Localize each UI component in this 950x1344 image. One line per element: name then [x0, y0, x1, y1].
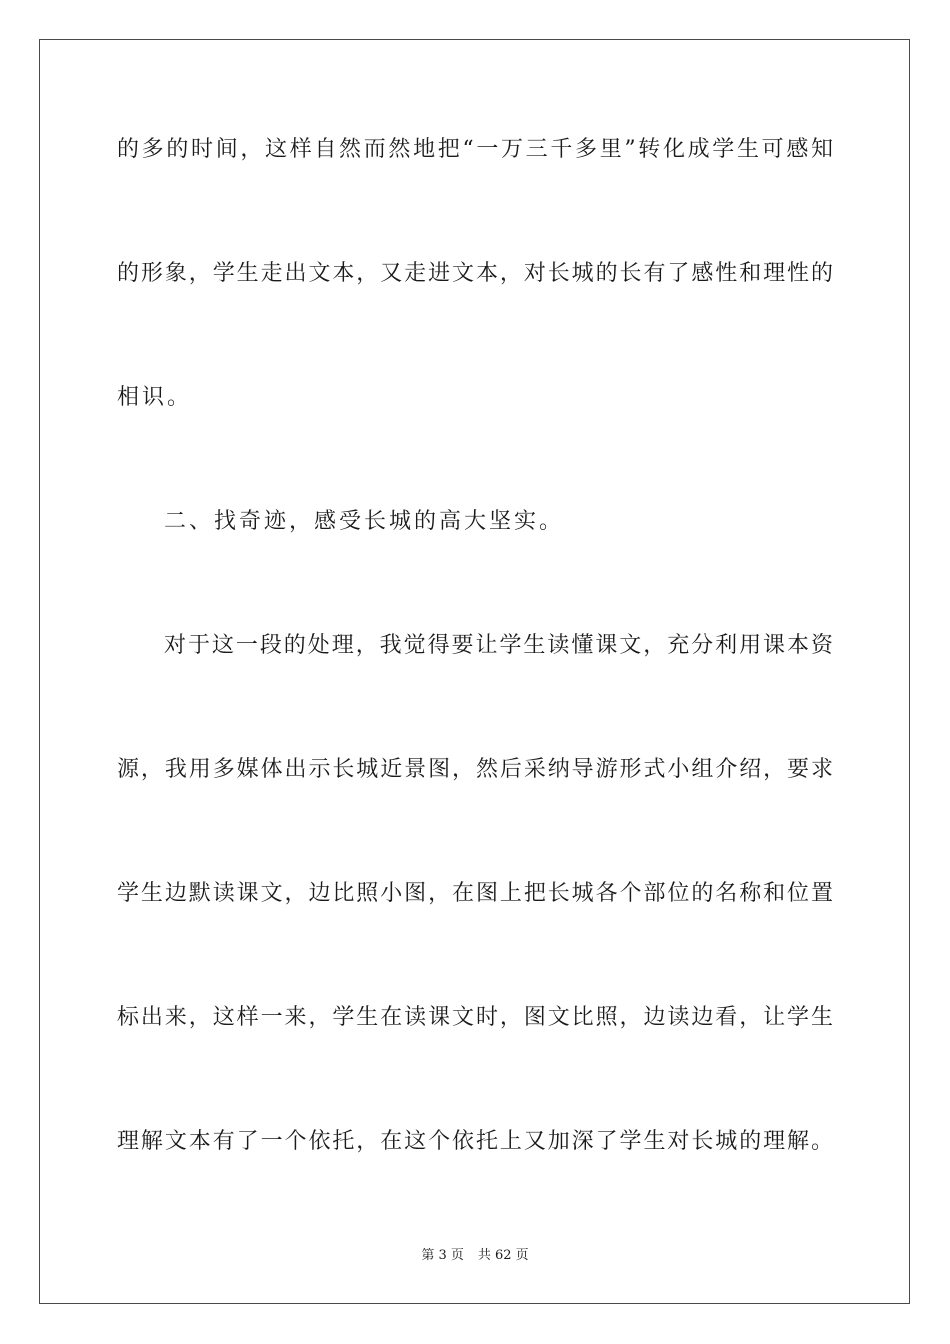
page-number: 第 3 页	[421, 1248, 464, 1263]
page-border	[39, 39, 910, 1304]
body-line-5: 对于这一段的处理，我觉得要让学生读懂课文，充分利用课本资	[164, 633, 833, 658]
body-line-8: 标出来，这样一来，学生在读课文时，图文比照，边读边看，让学生	[117, 1005, 833, 1030]
body-line-1: 的多的时间，这样自然而然地把“一万三千多里”转化成学生可感知	[117, 137, 833, 162]
body-line-7: 学生边默读课文，边比照小图，在图上把长城各个部位的名称和位置	[117, 881, 833, 906]
body-line-6: 源，我用多媒体出示长城近景图，然后采纳导游形式小组介绍，要求	[117, 757, 833, 782]
page-footer	[0, 1247, 950, 1265]
body-line-2: 的形象，学生走出文本，又走进文本，对长城的长有了感性和理性的	[117, 261, 833, 286]
total-pages: 共 62 页	[477, 1248, 529, 1263]
section-heading: 二、找奇迹，感受长城的高大坚实。	[164, 509, 565, 534]
body-line-3: 相识。	[117, 385, 193, 410]
body-line-9: 理解文本有了一个依托，在这个依托上又加深了学生对长城的理解。	[117, 1129, 833, 1154]
